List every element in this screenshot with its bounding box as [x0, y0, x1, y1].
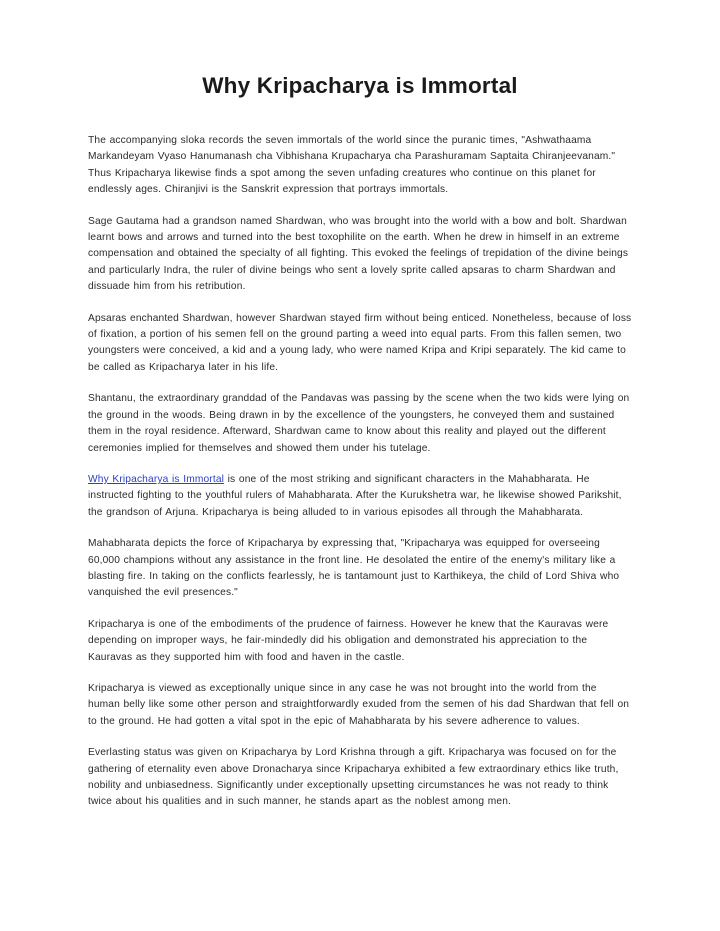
paragraph-4: Shantanu, the extraordinary granddad of the Pandavas was passing by the scene when the two kids were lying on the ground in the woods. Being drawn in by the excellence of the youngsters, he conveyed them and sustained them in the royal residence. Afterward, Shardwan came to know about this reality and played out the different ceremonies implied for themselves and showed them under his tutelage.	[88, 393, 630, 454]
paragraph-5	[88, 472, 632, 521]
page-title: Why Kripacharya is Immortal	[202, 73, 518, 98]
paragraph-5-text: is one of the most striking and significant characters in the Mahabharata. He instructed fighting to the youthful rulers of Mahabharata. After the Kurukshetra war, he likewise showed Parikshit, the grandson of Arjuna. Kripacharya is being alluded to in various episodes all through the Mahabharata.	[88, 473, 622, 518]
document-body	[88, 72, 632, 811]
paragraph-9: Everlasting status was given on Kripacharya by Lord Krishna through a gift. Kripacharya was focused on for the gathering of eternality even above Dronacharya since Kripacharya exhibited a few extraordinary ethics like truth, nobility and unbiasedness. Significantly under exceptionally upsetting circumstances he was not ready to think twice about his qualities and in such manner, he stands apart as the noblest among men.	[88, 747, 619, 808]
kripacharya-immortal-link[interactable]: Why Kripacharya is Immortal	[88, 473, 225, 485]
paragraph-2: Sage Gautama had a grandson named Shardwan, who was brought into the world with a bow and bolt. Shardwan learnt bows and arrows and turned into the best toxophilite on the earth. When he drew in himself in an extreme compensation and obtained the specialty of all fighting. This evoked the feelings of trepidation of the divine beings and particularly Indra, the ruler of divine beings who sent a lovely sprite called apsaras to charm Shardwan and dissuade him from his retribution.	[88, 215, 629, 293]
paragraph-8: Kripacharya is viewed as exceptionally unique since in any case he was not brought into the world from the human belly like some other person and straightforwardly exuded from the semen of his dad Shardwan that fell on to the ground. He had gotten a vital spot in the epic of Mahabharata by his severe adherence to values.	[88, 682, 630, 727]
paragraph-6: Mahabharata depicts the force of Kripacharya by expressing that, "Kripacharya was equipped for overseeing 60,000 champions without any assistance in the front line. He desolated the entire of the enemy's military like a blasting fire. In taking on the conflicts fearlessly, he is tantamount just to Karthikeya, the child of Lord Shiva who vanquished the evil presences."	[88, 538, 620, 599]
paragraph-3: Apsaras enchanted Shardwan, however Shardwan stayed firm without being enticed. Nonetheless, because of loss of fixation, a portion of his semen fell on the ground parting a weed into equal parts. From this fallen semen, two youngsters were conceived, a kid and a young lady, who were named Kripa and Kripi separately. The kid came to be called as Kripacharya later in his life.	[88, 312, 632, 373]
paragraph-7: Kripacharya is one of the embodiments of the prudence of fairness. However he knew that the Kauravas were depending on improper ways, he fair-mindedly did his obligation and demonstrated his appreciation to the Kauravas as they supported him with food and haven in the castle.	[88, 618, 609, 663]
paragraph-1: The accompanying sloka records the seven immortals of the world since the puranic times, "Ashwathaama Markandeyam Vyaso Hanumanash cha Vibhishana Krupacharya cha Parashuramam Saptaita Chiranjeevanam." Thus Kripacharya likewise finds a spot among the seven unfading creatures who continue on this planet for endlessly ages. Chiranjivi is the Sanskrit expression that portrays immortals.	[88, 135, 616, 196]
